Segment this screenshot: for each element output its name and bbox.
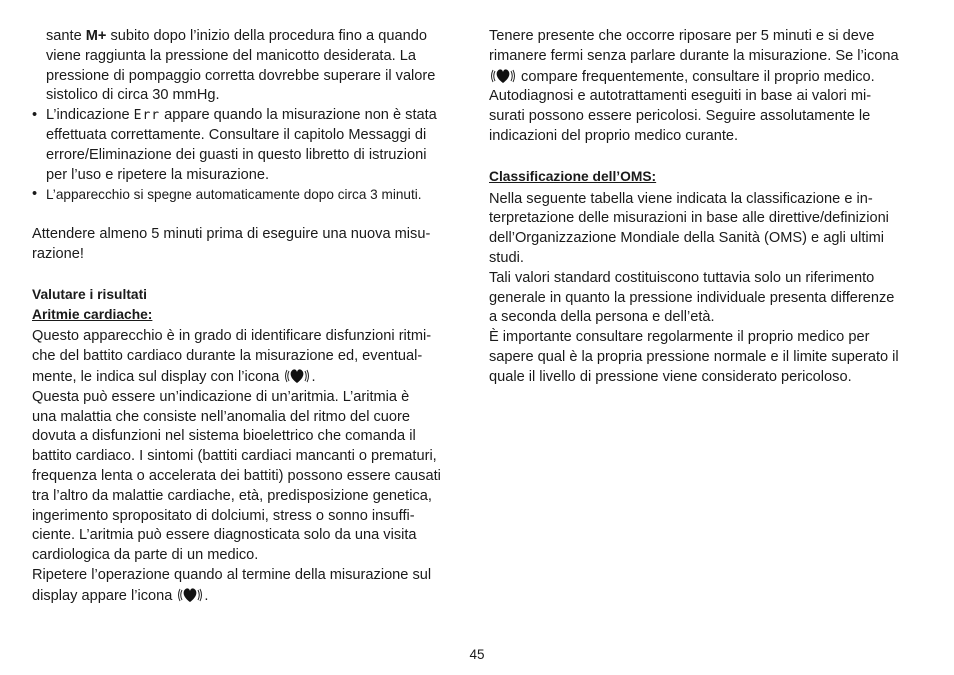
right-column [489, 27, 921, 388]
heart-arrhythmia-icon [283, 367, 311, 385]
intro-line: sistolico di circa 30 mmHg. [46, 87, 220, 104]
bullet-dot: • [32, 107, 38, 124]
heading-evaluate: Valutare i risultati [32, 286, 148, 302]
page-number: 45 [469, 647, 485, 662]
arrhythmia-paragraph: Questo apparecchio è in grado di identificare disfunzioni ritmi- che del battito cardiaco durante la misurazione ed, eventual- mente, le indica sul display con l’icona . Questa può essere un’indicazione di un’aritmia. L’aritmia è una malattia che consiste nell’anomalia del ritmo del cuore dovuta a disfunzioni nel sistema bioelettrico che comanda il battito cardiaco. I sintomi (battiti cardiaci mancanti o prematuri, frequenza lenta o accelerata dei battiti) possono essere causati tra l’altro da malattie cardiache, età, predisposizione genetica, ingerimento spropositato di dolciumi, stress o sonno insuffi- ciente. L’aritmia può essere diagnosticata solo da una visita cardiologica da parte di un medico. Ripetere l’operazione quando al termine della misurazione sul display appare l’icona . [32, 328, 441, 604]
heart-arrhythmia-icon [489, 67, 517, 85]
heading-arrhythmia: Aritmie cardiache: [32, 306, 153, 322]
oms-paragraph: Nella seguente tabella viene indicata la classificazione e in- terpretazione delle misurazioni in base alle direttive/definizioni dell’Organizzazione Mondiale della Sanità (OMS) e agli ultimi studi. Tali valori standard costituiscono tuttavia solo un riferimento generale in quanto la pressione individuale presenta differenze a seconda della persona e dell’età. È importante consultare regolarmente il proprio medico per sapere qual è la propria pressione normale e il limite superato il quale il livello di pressione viene considerato pericoloso. [489, 190, 899, 385]
heading-oms: Classificazione dell’OMS: [489, 168, 657, 184]
bullet-auto-off: • L’apparecchio si spegne automaticamente dopo circa 3 minuti. [32, 185, 464, 205]
rest-paragraph: Tenere presente che occorre riposare per 5 minuti e si deve rimanere fermi senza parlare durante la misurazione. Se l’icona compare frequentemente, consultare il proprio medico. Autodiagnosi e autotrattamenti eseguiti in base ai valori mi- surati possono essere pericolosi. Seguire assolutamente le indicazioni del proprio medico curante. [489, 28, 899, 144]
wait-paragraph: Attendere almeno 5 minuti prima di eseguire una nuova misu- razione! [32, 226, 431, 262]
left-column [32, 27, 464, 607]
intro-line: sante M+ subito dopo l’inizio della procedura fino a quando [46, 28, 427, 44]
err-code: Err [133, 108, 161, 124]
intro-line: pressione di pompaggio corretta dovrebbe superare il valore [46, 67, 436, 84]
heart-arrhythmia-icon [176, 586, 204, 604]
bullet-err: • L’indicazione Err appare quando la misurazione non è stata effettuata correttamente. Consultare il capitolo Messaggi di errore/Eliminazione dei guasti in questo libretto di istruzioni per l’uso e ripetere la misurazione. [32, 107, 437, 183]
intro-line: viene raggiunta la pressione del manicotto desiderata. La [46, 47, 416, 64]
bullet-dot: • [32, 186, 38, 203]
intro-paragraph [32, 27, 464, 106]
mplus-key-label: M+ [85, 28, 107, 44]
